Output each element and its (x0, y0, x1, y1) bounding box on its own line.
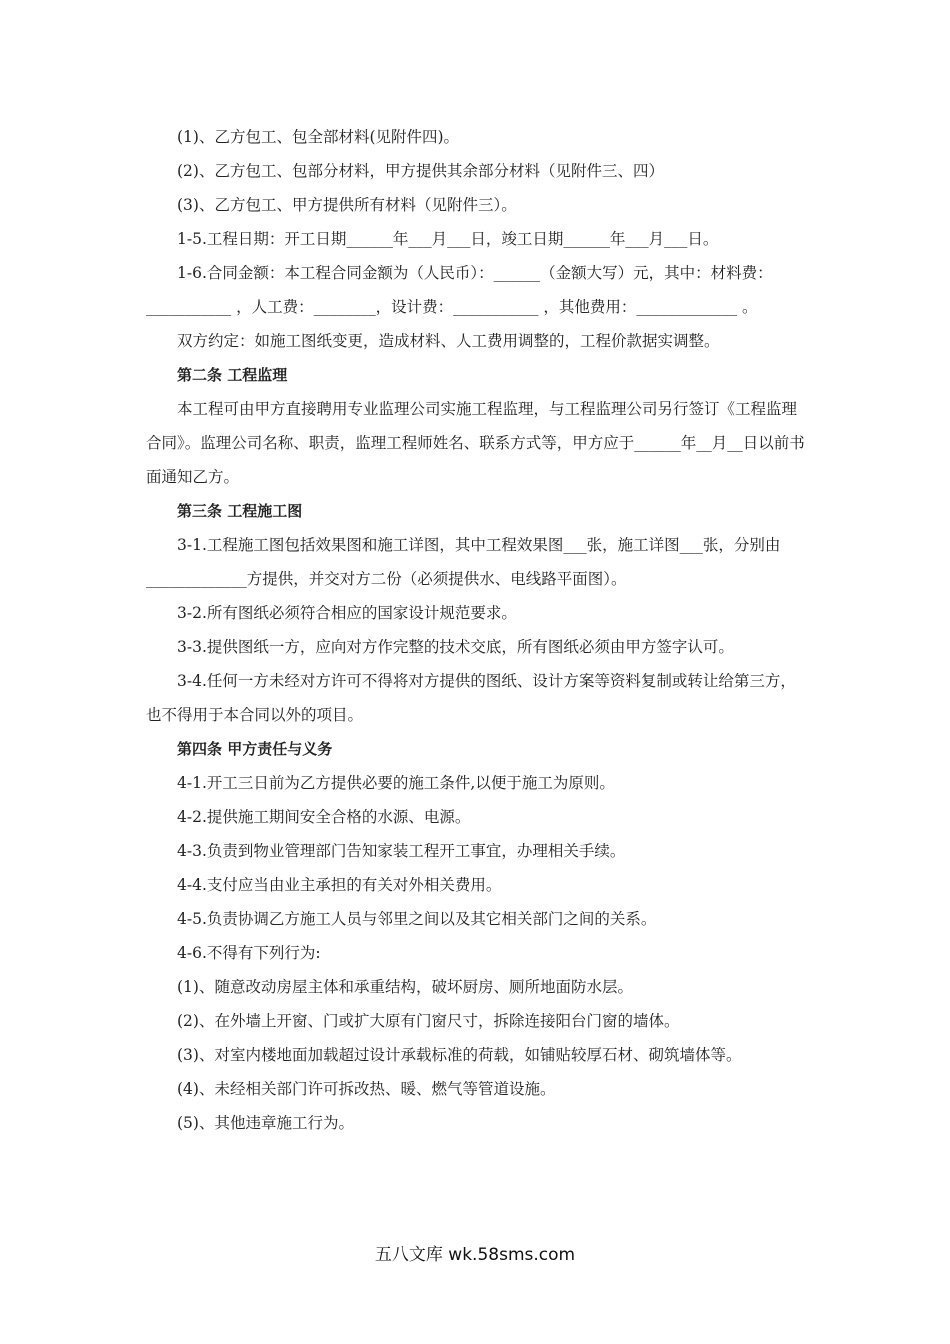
paragraph: (1)、随意改动房屋主体和承重结构，破坏厨房、厕所地面防水层。 (177, 978, 633, 996)
paragraph: 4-2.提供施工期间安全合格的水源、电源。 (177, 808, 471, 826)
paragraph: 3-2.所有图纸必须符合相应的国家设计规范要求。 (177, 604, 517, 622)
paragraph: (4)、未经相关部门许可拆改热、暖、燃气等管道设施。 (177, 1080, 556, 1098)
paragraph: 3-1.工程施工图包括效果图和施工详图，其中工程效果图___张，施工详图___张，分别由_____________方提供，并交对方二份（必须提供水、电线路平面图）。 (146, 536, 781, 588)
paragraph: 4-1.开工三日前为乙方提供必要的施工条件,以便于施工为原则。 (177, 774, 615, 792)
document-body (146, 120, 811, 1140)
paragraph: 3-4.任何一方未经对方许可不得将对方提供的图纸、设计方案等资料复制或转让给第三方，也不得用于本合同以外的项目。 (146, 672, 796, 724)
paragraph: (3)、对室内楼地面加载超过设计承载标准的荷载，如铺贴较厚石材、砌筑墙体等。 (177, 1046, 742, 1064)
paragraph: (5)、其他违章施工行为。 (177, 1114, 354, 1132)
paragraph: (2)、乙方包工、包部分材料，甲方提供其余部分材料（见附件三、四） (177, 162, 664, 180)
paragraph: 4-4.支付应当由业主承担的有关对外相关费用。 (177, 876, 502, 894)
footer-watermark: 五八文库 wk.58sms.com (374, 1245, 576, 1265)
section-heading: 第三条 工程施工图 (177, 502, 303, 520)
paragraph: (1)、乙方包工、包全部材料(见附件四)。 (177, 128, 460, 146)
paragraph: 1-6.合同金额：本工程合同金额为（人民币）：______（金额大写）元，其中：材料费：___________ ，人工费：________，设计费：___________ ，其他费用：_____________ 。 (146, 264, 773, 316)
paragraph: 双方约定：如施工图纸变更，造成材料、人工费用调整的，工程价款据实调整。 (177, 332, 720, 350)
paragraph: 4-6.不得有下列行为: (177, 944, 321, 962)
paragraph: (3)、乙方包工、甲方提供所有材料（见附件三）。 (177, 196, 517, 214)
paragraph: 3-3.提供图纸一方，应向对方作完整的技术交底，所有图纸必须由甲方签字认可。 (177, 638, 734, 656)
paragraph: (2)、在外墙上开窗、门或扩大原有门窗尺寸，拆除连接阳台门窗的墙体。 (177, 1012, 680, 1030)
paragraph: 1-5.工程日期：开工日期______年___月___日，竣工日期______年___月___日。 (177, 230, 719, 248)
paragraph: 4-5.负责协调乙方施工人员与邻里之间以及其它相关部门之间的关系。 (177, 910, 657, 928)
paragraph: 本工程可由甲方直接聘用专业监理公司实施工程监理，与工程监理公司另行签订《工程监理合同》。监理公司名称、职责，监理工程师姓名、联系方式等，甲方应于______年__月__日以前书面通知乙方。 (146, 400, 805, 486)
paragraph: 4-3.负责到物业管理部门告知家装工程开工事宜，办理相关手续。 (177, 842, 626, 860)
section-heading: 第四条 甲方责任与义务 (177, 740, 333, 758)
section-heading: 第二条 工程监理 (177, 366, 288, 384)
